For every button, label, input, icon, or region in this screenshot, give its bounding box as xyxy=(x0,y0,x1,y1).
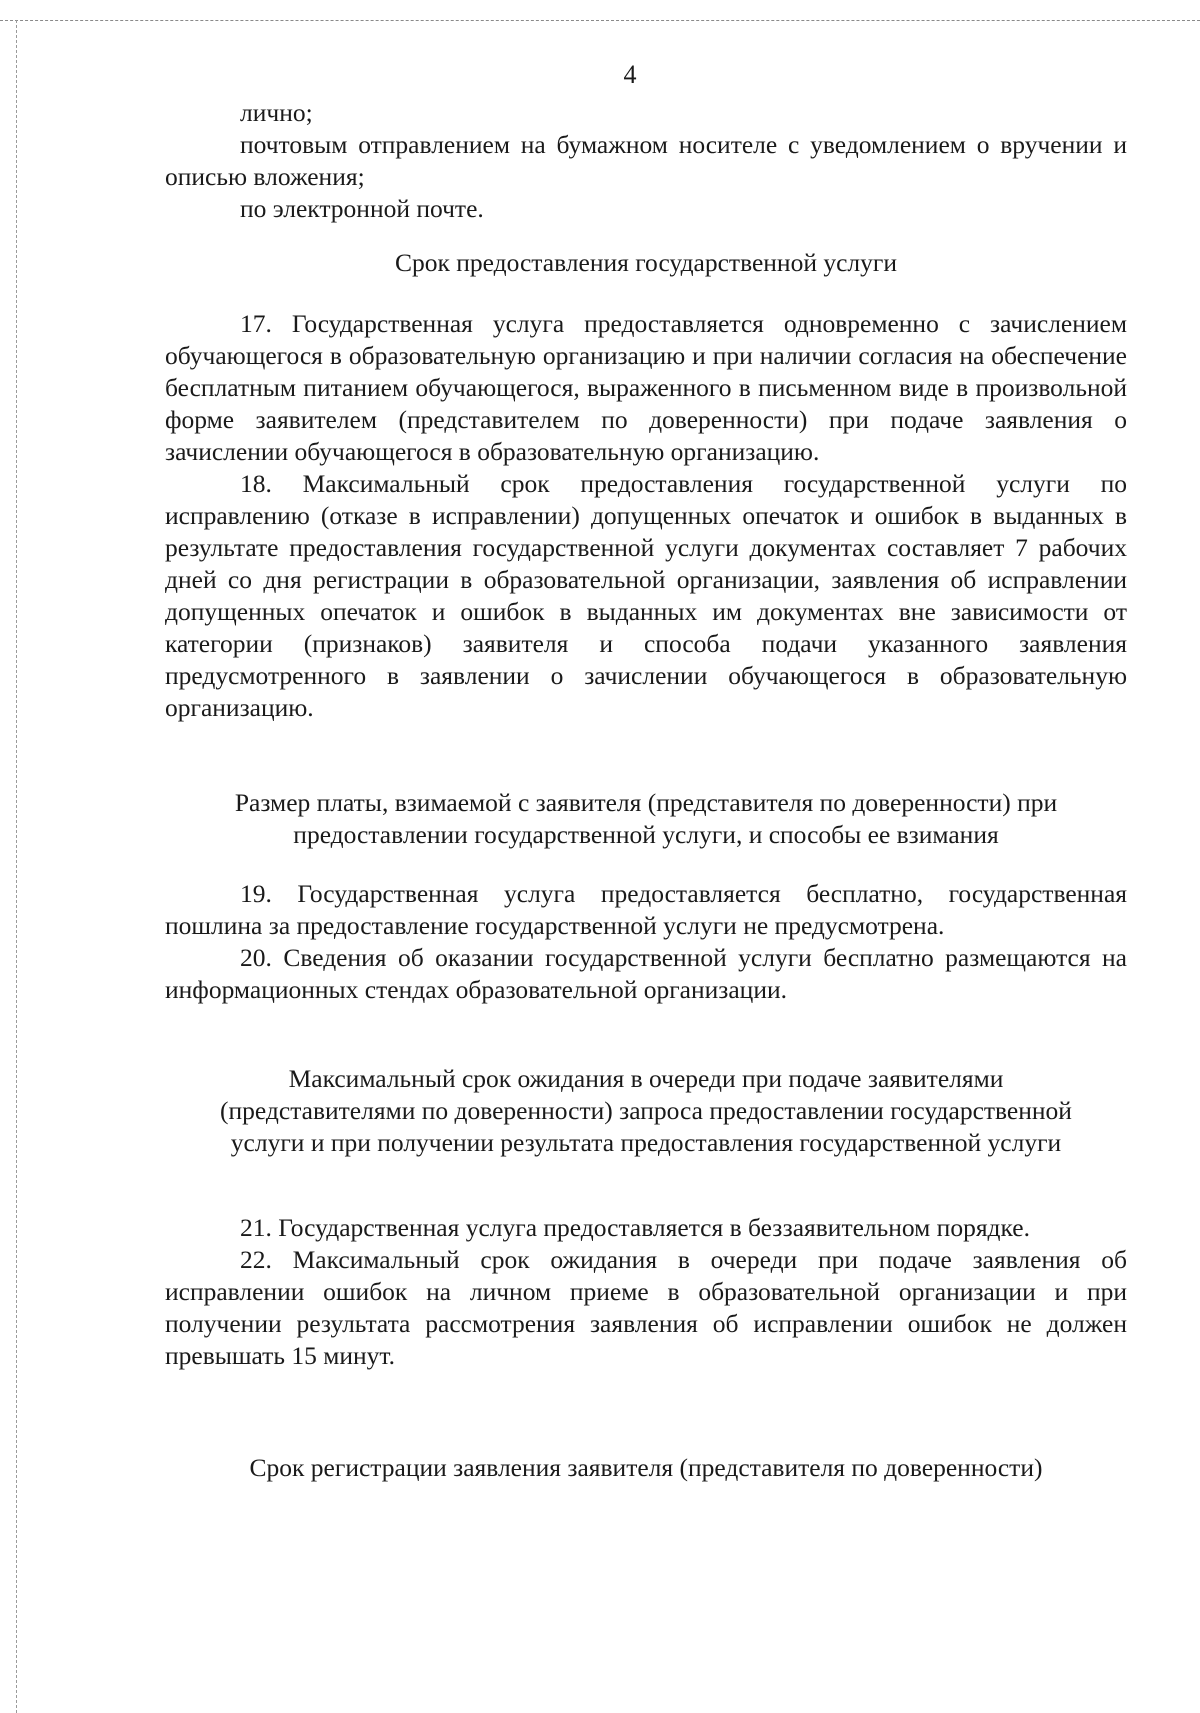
clause-19: 19. Государственная услуга предоставляется бесплатно, государственная пошлина за предоставление государственной услуги не предусмотрена. xyxy=(165,879,1127,940)
clause-18: 18. Максимальный срок предоставления государственной услуги по исправлению (отказе в исправлении) допущенных опечаток и ошибок в выданных в результате предоставления государственной услуги документах составляет 7 рабочих дней со дня регистрации в образовательной организации, заявления об исправлении допущенных опечаток и ошибок в выданных им документах вне зависимости от категории (признаков) заявителя и способа подачи указанного заявления предусмотренного в заявлении о зачислении обучающегося в образовательную организацию. xyxy=(165,469,1127,722)
intro-block xyxy=(165,97,1127,225)
clause-20: 20. Сведения об оказании государственной услуги бесплатно размещаются на информационных стендах образовательной организации. xyxy=(165,943,1127,1004)
intro-item-2: почтовым отправлением на бумажном носителе с уведомлением о вручении и описью вложения; xyxy=(165,130,1127,191)
section-fee-body xyxy=(165,878,1127,1006)
intro-item-1: лично; xyxy=(240,98,313,127)
page-number: 4 xyxy=(623,60,637,89)
heading-queue-time: Максимальный срок ожидания в очереди при подаче заявителями (представителями по доверенности) запроса предоставлении государственной услуги и при получении результата предоставления государственной услуги xyxy=(220,1064,1072,1157)
heading-service-term: Срок предоставления государственной услуги xyxy=(394,248,897,277)
scan-border-top xyxy=(0,20,1200,21)
heading-fee: Размер платы, взимаемой с заявителя (представителя по доверенности) при предоставлении государственной услуги, и способы ее взимания xyxy=(234,788,1058,849)
heading-registration-term: Срок регистрации заявления заявителя (представителя по доверенности) xyxy=(249,1453,1043,1482)
intro-item-3: по электронной почте. xyxy=(240,194,484,223)
scan-border-left xyxy=(16,20,17,1713)
section-term-body xyxy=(165,308,1127,724)
clause-22: 22. Максимальный срок ожидания в очереди при подаче заявления об исправлении ошибок на личном приеме в образовательной организации и при получении результата рассмотрения заявления об исправлении ошибок не должен превышать 15 минут. xyxy=(165,1245,1127,1370)
clause-21: 21. Государственная услуга предоставляется в беззаявительном порядке. xyxy=(240,1213,1030,1242)
section-queue-body xyxy=(165,1212,1127,1372)
clause-17: 17. Государственная услуга предоставляется одновременно с зачислением обучающегося в образовательную организацию и при наличии согласия на обеспечение бесплатным питанием обучающегося, выраженного в письменном виде в произвольной форме заявителем (представителем по доверенности) при подаче заявления о зачислении обучающегося в образовательную организацию. xyxy=(165,309,1127,466)
